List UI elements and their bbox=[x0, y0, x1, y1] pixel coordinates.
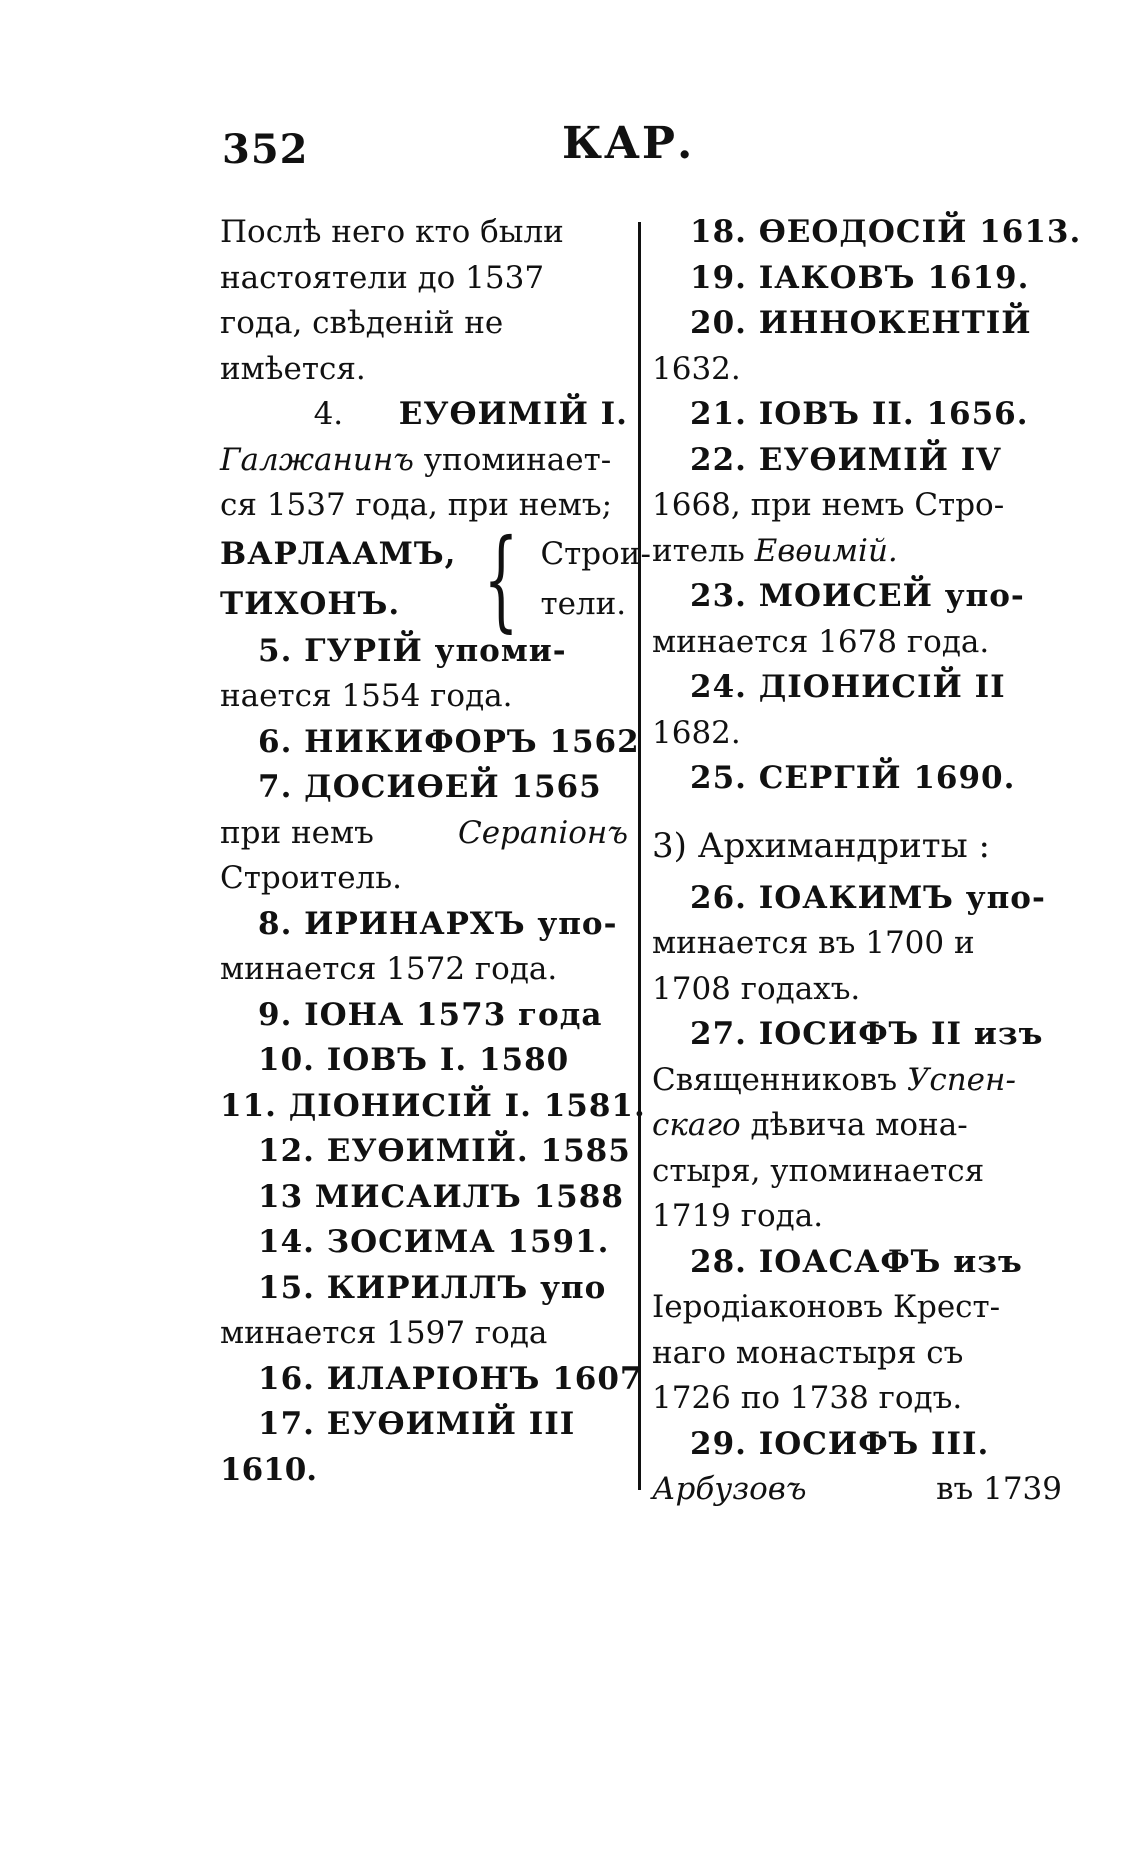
section-heading: 3) Архимандриты : bbox=[652, 825, 990, 866]
entry-19: 19. IАКОВЪ 1619. bbox=[690, 259, 1030, 296]
entry-7-name: Серапіонъ bbox=[457, 814, 628, 851]
builders-role bbox=[540, 529, 651, 629]
entry-9: 9. IОНА 1573 года bbox=[258, 996, 603, 1033]
entry-28-line: 28. IОАСАФЪ изъ bbox=[690, 1243, 1023, 1280]
entry-28-line: наго монастыря съ bbox=[652, 1334, 964, 1371]
entry-12: 12. ЕУѲИМІЙ. 1585 bbox=[258, 1133, 631, 1169]
entry-4-place: Галжанинъ bbox=[220, 441, 414, 478]
column-rule bbox=[638, 222, 641, 1490]
entry-22-line: 1668, при немъ Стро- bbox=[652, 487, 1005, 523]
entry-22-name: Евѳимій. bbox=[754, 532, 898, 569]
entry-26-line: минается въ 1700 и bbox=[652, 925, 975, 961]
builder-name: ВАРЛААМЪ, bbox=[220, 535, 457, 572]
entry-27-line: Священниковъ Успен- bbox=[652, 1058, 1062, 1104]
entry-4-line bbox=[220, 438, 628, 484]
intro-line: имѣется. bbox=[220, 350, 366, 387]
intro-line: Послѣ него кто были bbox=[220, 214, 564, 250]
entry-23-line: минается 1678 года. bbox=[652, 623, 990, 660]
right-column bbox=[652, 210, 1082, 1513]
left-column bbox=[220, 210, 651, 1493]
entry-10: 10. IОВЪ I. 1580 bbox=[258, 1042, 570, 1078]
entry-7-line: при немъ Серапіонъ bbox=[220, 811, 628, 857]
page-number: 352 bbox=[222, 126, 309, 173]
entry-28-line: Іеродіаконовъ Крест- bbox=[652, 1289, 1001, 1325]
entry-27-line: 1719 года. bbox=[652, 1198, 824, 1234]
intro-line: настоятели до 1537 bbox=[220, 259, 545, 296]
entry-22-line: 22. ЕУѲИМІЙ IV bbox=[690, 441, 1002, 478]
brace-symbol: { bbox=[483, 514, 519, 643]
builders-role-line: Строи- bbox=[540, 535, 651, 572]
entry-27-line: 27. IОСИФЪ II изъ bbox=[690, 1016, 1044, 1052]
entry-14: 14. ЗОСИМА 1591. bbox=[258, 1224, 610, 1260]
builders-names bbox=[220, 529, 456, 629]
builders-group bbox=[220, 514, 651, 643]
entry-29-line: 29. IОСИФЪ III. bbox=[690, 1425, 990, 1462]
entry-15-line: 15. КИРИЛЛЪ упо bbox=[258, 1269, 607, 1306]
entry-4-text: упоминает- bbox=[423, 441, 612, 478]
builder-name: ТИХОНЪ. bbox=[220, 585, 401, 622]
entry-4-name: ЕУѲИМІЙ I. bbox=[398, 396, 628, 432]
entry-26-line: 1708 годахъ. bbox=[652, 970, 861, 1007]
entry-27-line: стыря, упоминается bbox=[652, 1152, 985, 1189]
entry-17-line: 1610. bbox=[220, 1451, 318, 1488]
entry-4-line: ся 1537 года, при немъ; bbox=[220, 487, 613, 523]
entry-6: 6. НИКИФОРЪ 1562 bbox=[258, 723, 640, 760]
entry-28-line: 1726 по 1738 годъ. bbox=[652, 1380, 963, 1416]
entry-23-line: 23. МОИСЕЙ упо- bbox=[690, 578, 1025, 614]
entry-17-line: 17. ЕУѲИМІЙ III bbox=[258, 1406, 576, 1442]
entry-5-line: нается 1554 года. bbox=[220, 678, 513, 714]
entry-13: 13 МИСАИЛЪ 1588 bbox=[258, 1178, 624, 1215]
entry-27-name: Успен- bbox=[906, 1061, 1016, 1098]
entry-24-line: 24. ДІОНИСІЙ II bbox=[690, 669, 1006, 705]
entry-26-line: 26. IОАКИМЪ упо- bbox=[690, 879, 1046, 916]
entry-20-line: 20. ИННОКЕНТІЙ bbox=[690, 305, 1032, 341]
entry-18: 18. ѲЕОДОСІЙ 1613. bbox=[690, 214, 1082, 250]
entry-21: 21. IОВЪ II. 1656. bbox=[690, 396, 1029, 432]
entry-4-heading bbox=[220, 392, 628, 438]
entry-8-line: минается 1572 года. bbox=[220, 951, 558, 987]
entry-20-line: 1632. bbox=[652, 350, 741, 387]
intro-line: года, свѣденій не bbox=[220, 305, 504, 341]
entry-24-line: 1682. bbox=[652, 714, 741, 751]
entry-29-name: Арбузовъ bbox=[652, 1471, 807, 1507]
entry-15-line: минается 1597 года bbox=[220, 1315, 548, 1351]
entry-5-line: 5. ГУРІЙ упоми- bbox=[258, 632, 567, 669]
entry-8-line: 8. ИРИНАРХЪ упо- bbox=[258, 905, 618, 942]
entry-27-line: скаго дѣвича мона- bbox=[652, 1107, 968, 1143]
entry-7-line: 7. ДОСИѲЕЙ 1565 bbox=[258, 769, 602, 805]
entry-4-number: 4. bbox=[313, 396, 344, 432]
entry-22-line: итель Евѳимій. bbox=[652, 529, 1062, 575]
entry-29-line: Арбузовъ въ 1739 bbox=[652, 1467, 1062, 1513]
running-head: КАР. bbox=[562, 118, 695, 169]
entry-25: 25. СЕРГІЙ 1690. bbox=[690, 760, 1016, 796]
builders-role-line: тели. bbox=[540, 585, 627, 622]
entry-11: 11. ДІОНИСІЙ I. 1581. bbox=[220, 1087, 646, 1124]
entry-16: 16. ИЛАРІОНЪ 1607 bbox=[258, 1360, 643, 1397]
entry-7-line: Строитель. bbox=[220, 860, 402, 896]
